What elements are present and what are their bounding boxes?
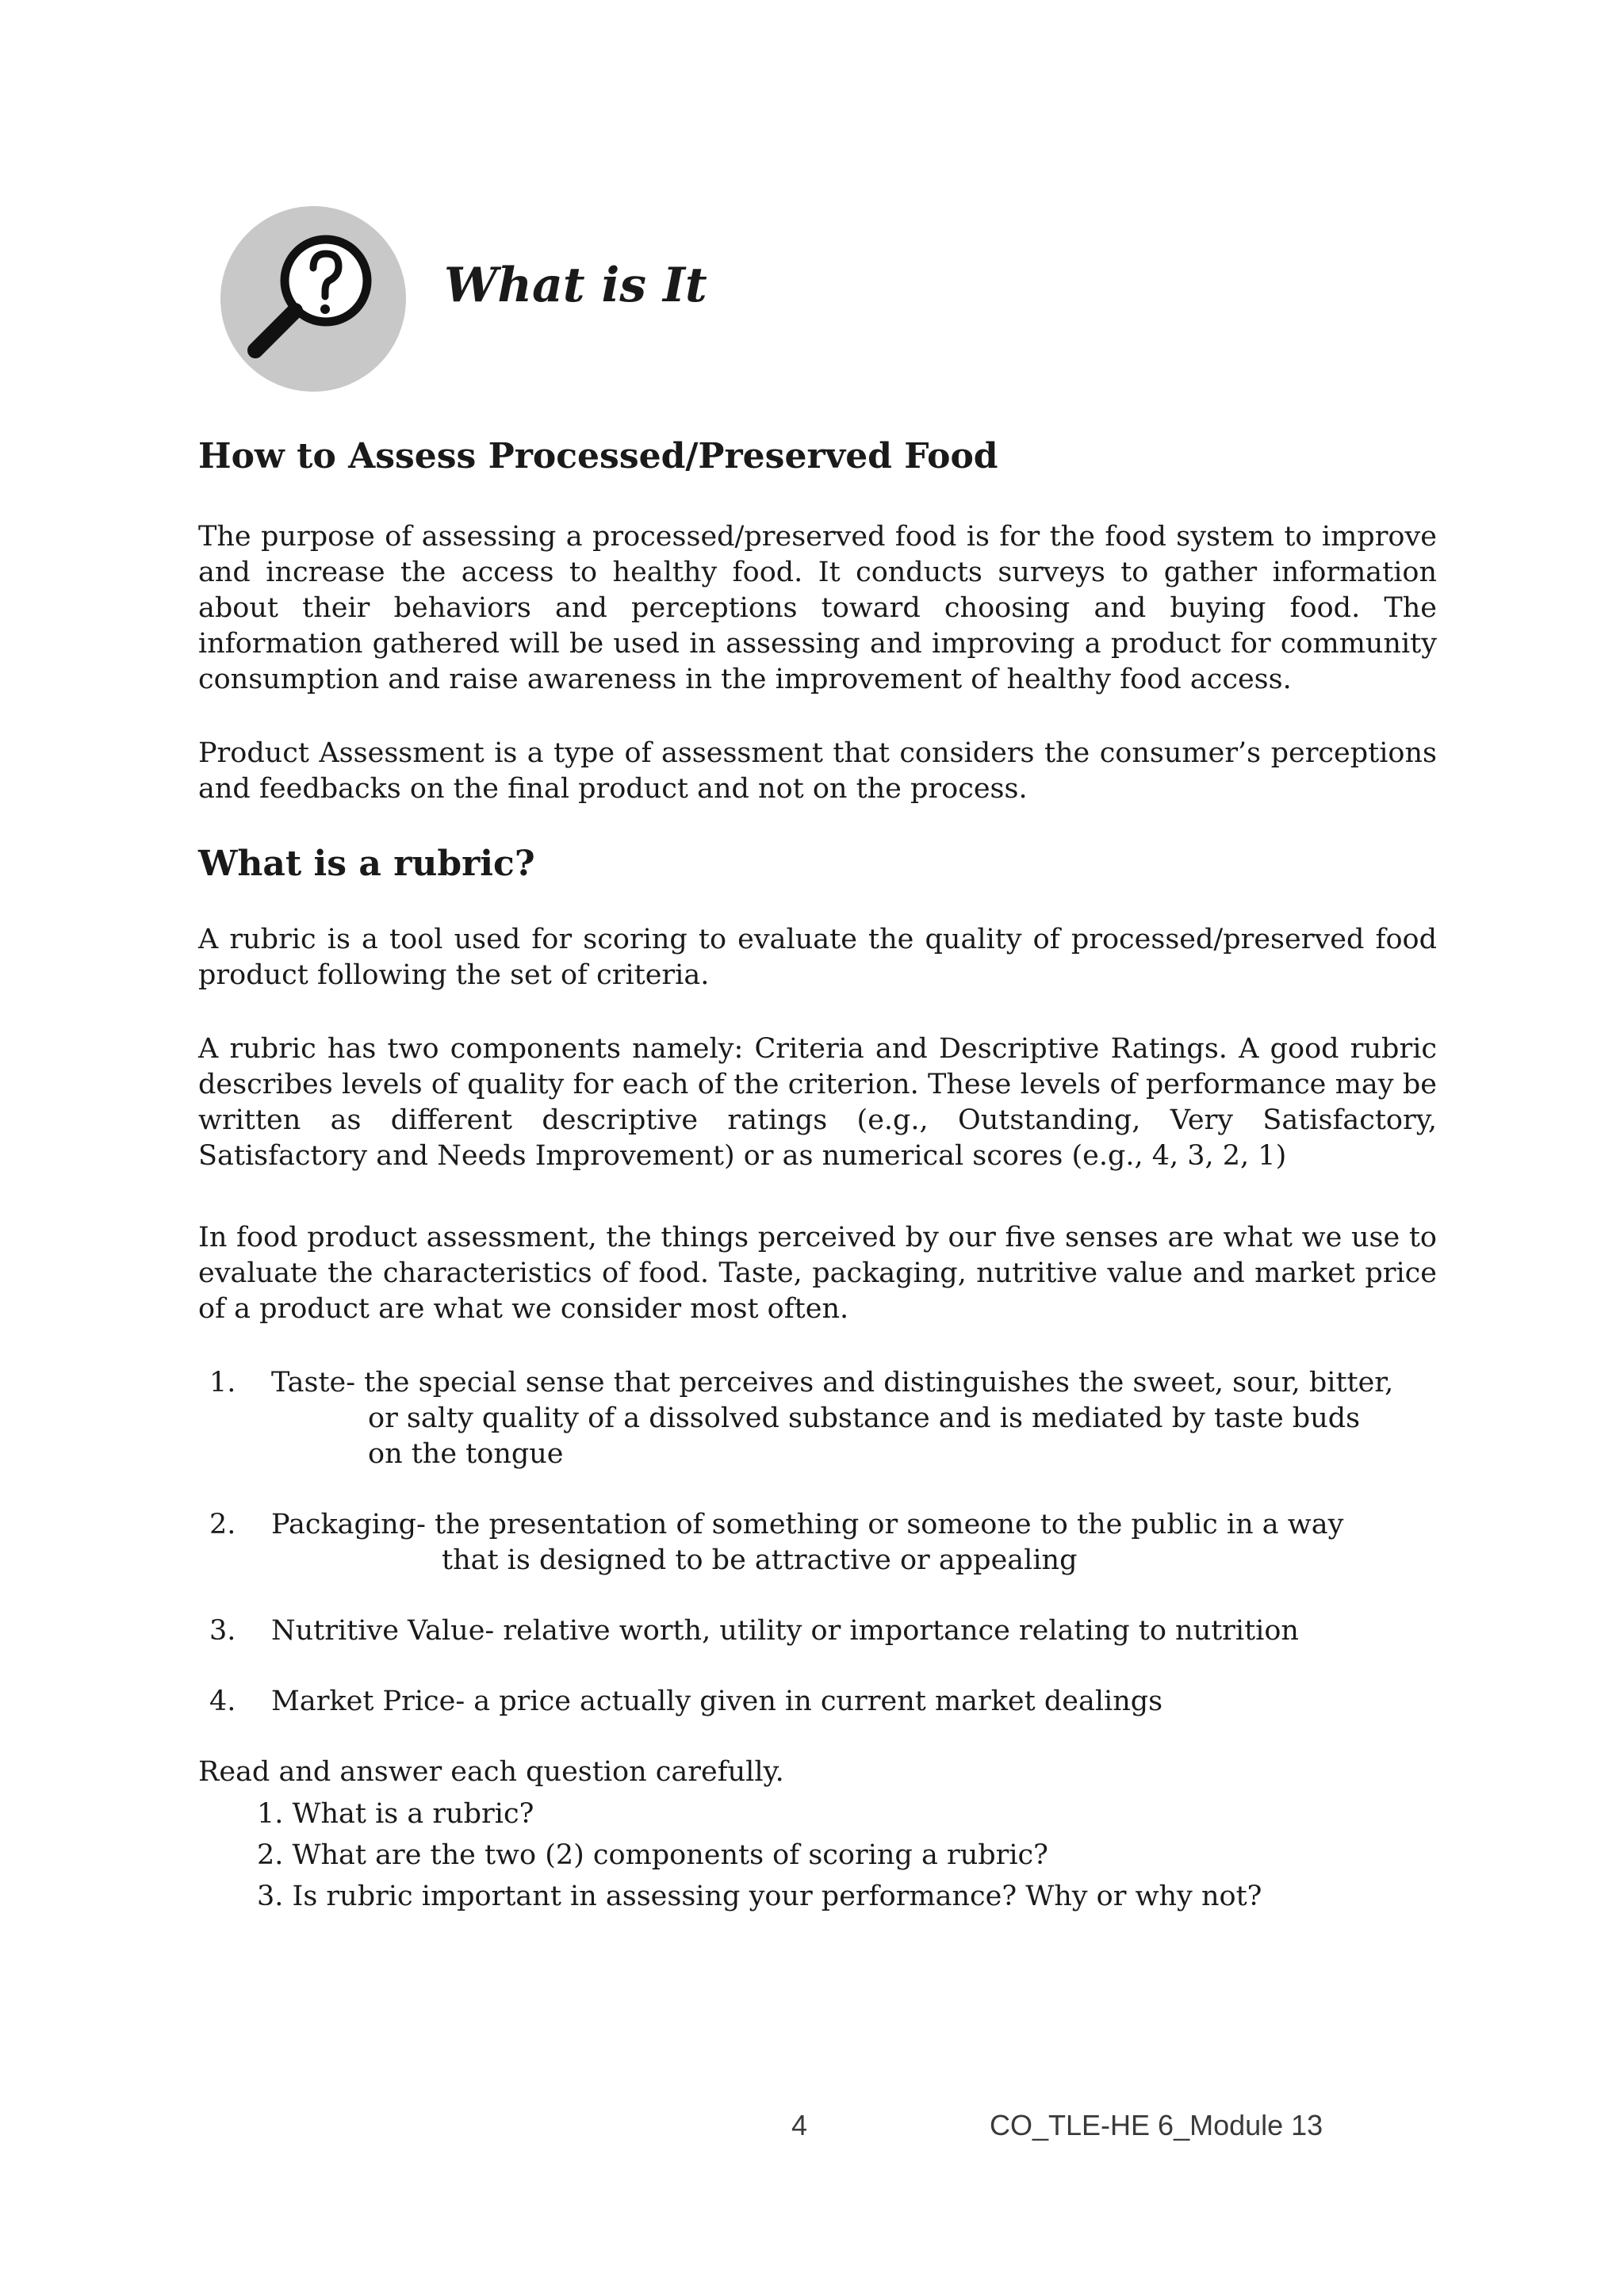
list-item-continuation: or salty quality of a dissolved substance and is mediated by taste buds — [368, 1402, 1361, 1434]
main-content — [198, 428, 1437, 1917]
module-code: CO_TLE-HE 6_Module 13 — [990, 2109, 1323, 2141]
paragraph-food-assessment: In food product assessment, the things perceived by our five senses are what we use to evaluate the characteristics of food. Taste, packaging, nutritive value and market price of a product are what we consider most often. — [198, 1221, 1437, 1325]
list-item-text: Taste- the special sense that perceives and distinguishes the sweet, sour, bitter, — [271, 1366, 1394, 1399]
paragraph-rubric-definition: A rubric is a tool used for scoring to evaluate the quality of processed/preserved food product following the set of criteria. — [198, 923, 1437, 991]
heading-assess: How to Assess Processed/Preserved Food — [198, 436, 998, 476]
paragraph-rubric-components: A rubric has two components namely: Criteria and Descriptive Ratings. A good rubric describes levels of quality for each of the criterion. These levels of performance may be written as different descriptive ratings (e.g., Outstanding, Very Satisfactory, Satisfactory and Needs Improvement) or as numerical scores (e.g., 4, 3, 2, 1) — [198, 1032, 1437, 1172]
list-item-text: Packaging- the presentation of something or someone to the public in a way — [271, 1508, 1344, 1540]
heading-rubric: What is a rubric? — [198, 843, 535, 884]
page-number: 4 — [791, 2109, 808, 2141]
list-number: 4. — [209, 1685, 236, 1717]
list-number: 3. — [209, 1614, 236, 1647]
list-item-text: Market Price- a price actually given in current market dealings — [271, 1685, 1163, 1717]
list-item-continuation: that is designed to be attractive or appealing — [442, 1544, 1078, 1576]
list-item-taste — [198, 1365, 1437, 1472]
activity-instruction: Read and answer each question carefully. — [198, 1755, 784, 1788]
question-item: 1. What is a rubric? — [257, 1797, 534, 1830]
section-title: What is It — [444, 258, 707, 313]
criteria-list — [198, 1365, 1437, 1720]
list-item-nutritive-value — [198, 1613, 1437, 1649]
magnifier-question-icon — [217, 203, 409, 395]
question-item: 2. What are the two (2) components of scoring a rubric? — [257, 1839, 1048, 1871]
question-list — [198, 1793, 1437, 1917]
list-number: 2. — [209, 1508, 236, 1540]
question-item: 3. Is rubric important in assessing your performance? Why or why not? — [257, 1880, 1262, 1912]
list-item-continuation: on the tongue — [368, 1437, 564, 1470]
list-item-text: Nutritive Value- relative worth, utility or importance relating to nutrition — [271, 1614, 1299, 1647]
paragraph-purpose: The purpose of assessing a processed/preserved food is for the food system to improve and increase the access to healthy food. It conducts surveys to gather information about their behaviors and perceptions toward choosing and buying food. The information gathered will be used in assessing and improving a product for community consumption and raise awareness in the improvement of healthy food access. — [198, 520, 1437, 695]
list-number: 1. — [209, 1366, 236, 1399]
list-item-market-price — [198, 1684, 1437, 1720]
list-item-packaging — [198, 1507, 1437, 1578]
paragraph-product-assessment: Product Assessment is a type of assessment that considers the consumer’s perceptions and feedbacks on the final product and not on the process. — [198, 737, 1437, 805]
